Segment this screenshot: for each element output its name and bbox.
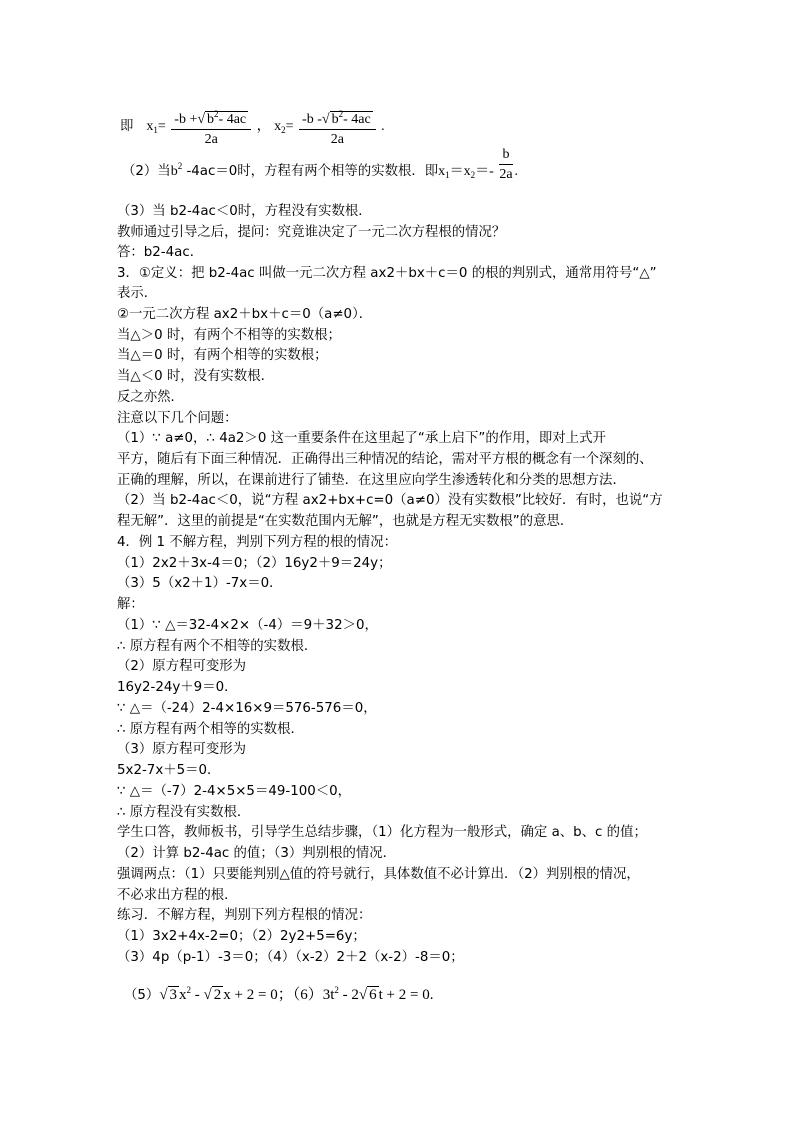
- text-line: 正确的理解，所以，在课前进行了铺垫．在这里应向学生渗透转化和分类的思想方法．: [117, 473, 626, 488]
- last-p5: （5）: [124, 988, 160, 1003]
- case2-denominator: 2a: [499, 166, 513, 182]
- text-line: （1）2x2＋3x-4＝0；（2）16y2＋9＝24y；: [117, 556, 392, 571]
- text-line: 3．①定义：把 b2-4ac 叫做一元二次方程 ax2＋bx＋c＝0 的根的判别式，通常用符号“△”: [117, 266, 657, 281]
- text-line: 反之亦然．: [117, 390, 184, 405]
- text-line: 平方，随后有下面三种情况．正确得出三种情况的结论，需对平方根的概念有一个深刻的、: [117, 452, 653, 467]
- sqrt-symbol: √: [321, 112, 330, 127]
- formula-end: .: [381, 119, 385, 135]
- text-line: （2）计算 b2-4ac 的值；（3）判别根的情况．: [117, 846, 397, 861]
- text-line: ②一元二次方程 ax2＋bx＋c＝0（a≠0）．: [117, 307, 373, 322]
- x1-eq: =: [157, 119, 166, 135]
- case2-end: .: [514, 164, 519, 179]
- text-line: 教师通过引导之后，提问：究竟谁决定了一元二次方程根的情况？: [117, 225, 506, 240]
- last-t5: t + 2 = 0.: [378, 987, 434, 1003]
- text-line: 程无解”．这里的前提是“在实数范围内无解”，也就是方程无实数根”的意思．: [117, 514, 574, 529]
- last-rad2: 2: [213, 987, 222, 1003]
- x1-radicand: b: [207, 112, 215, 127]
- text-line: 当△＞0 时，有两个不相等的实数根；: [117, 328, 341, 343]
- case2-x1-sub: 1: [445, 170, 450, 180]
- x1-radicand-exp: 2: [214, 109, 219, 119]
- x2-label: x: [274, 119, 282, 135]
- sqrt-symbol: √: [203, 987, 212, 1003]
- x2-sub: 2: [281, 125, 286, 136]
- sqrt-symbol: √: [197, 112, 206, 127]
- text-line: 强调两点：（1）只要能判别△值的符号就行，具体数值不必计算出．（2）判别根的情况，: [117, 867, 640, 882]
- case2-b: b: [170, 164, 178, 179]
- formula-separator: ，: [256, 119, 271, 135]
- text-line: 学生口答，教师板书，引导学生总结步骤，（1）化方程为一般形式，确定 a、b、c 的值；: [117, 825, 647, 840]
- case2-numerator: b: [499, 147, 512, 165]
- case2-mid: -4ac＝0时，方程有两个相等的实数根．即: [182, 164, 439, 179]
- case2-eq2: ＝-: [475, 164, 494, 179]
- text-line: 解：: [117, 597, 144, 612]
- text-line: ∴ 原方程没有实数根．: [117, 805, 251, 820]
- text-line: （3）当 b2-4ac＜0时，方程没有实数根．: [117, 204, 372, 219]
- x1-label: x: [146, 119, 154, 135]
- x2-radicand-tail: - 4ac: [343, 112, 371, 127]
- text-line: 当△＝0 时，有两个相等的实数根；: [117, 348, 328, 363]
- text-line: ∵ △＝（-24）2-4×16×9＝576-576＝0，: [117, 701, 377, 716]
- text-line: 答：b2-4ac．: [117, 245, 204, 260]
- text-line: 练习．不解方程，判别下列方程根的情况：: [117, 908, 372, 923]
- text-line: 16y2-24y＋9＝0．: [117, 680, 238, 695]
- text-line: （1）∵ a≠0，∴ 4a2＞0 这一重要条件在这里起了“承上启下”的作用，即对上式开: [117, 431, 606, 446]
- text-line: （3）4p（p-1）-3＝0；（4）（x-2）2＋2（x-2）-8＝0；: [117, 950, 464, 965]
- case2-x2-sub: 2: [470, 170, 476, 180]
- last-t3: x + 2 = 0；（6）3t: [223, 987, 335, 1003]
- text-line: 5x2-7x＋5＝0．: [117, 763, 221, 778]
- text-line: ∴ 原方程有两个相等的实数根．: [117, 722, 304, 737]
- root-formula-line: [120, 106, 385, 148]
- x1-fraction: [171, 106, 251, 148]
- case2-x1: x: [438, 164, 446, 179]
- text-line: （3）5（x2＋1）-7x＝0．: [117, 576, 283, 591]
- case2-x2: x: [463, 164, 471, 179]
- x2-radicand-exp: 2: [338, 109, 344, 119]
- text-line: ∴ 原方程有两个不相等的实数根．: [117, 639, 318, 654]
- last-t4: - 2: [338, 987, 359, 1003]
- text-line: 注意以下几个问题：: [117, 411, 238, 426]
- last-formula-line: [124, 982, 433, 1004]
- x1-radicand-tail: - 4ac: [218, 112, 247, 127]
- case2-fraction: [499, 147, 512, 183]
- last-t1: x: [179, 987, 187, 1003]
- text-line: 4．例 1 不解方程，判别下列方程的根的情况：: [117, 535, 397, 550]
- text-line: ∵ △＝（-7）2-4×5×5＝49-100＜0，: [117, 784, 352, 799]
- x2-fraction: [299, 106, 376, 148]
- sqrt-symbol: √: [159, 987, 168, 1003]
- x2-eq: =: [285, 119, 294, 135]
- last-t3-exp: 2: [334, 985, 339, 995]
- text-line: 当△＜0 时，没有实数根．: [117, 369, 274, 384]
- text-line: 表示．: [117, 286, 158, 301]
- text-line: （3）原方程可变形为: [117, 742, 247, 757]
- x2-numerator-text: -b -: [302, 112, 322, 127]
- formula-prefix: 即: [120, 119, 134, 135]
- text-line: （1）3x2+4x-2=0；（2）2y2+5=6y；: [117, 929, 366, 944]
- case2-prefix: （2）当: [122, 164, 171, 179]
- last-t2: -: [191, 987, 204, 1003]
- text-line: （1）∵ △＝32-4×2×（-4）＝9＋32＞0，: [117, 618, 378, 633]
- text-line: （2）当 b2-4ac＜0，说“方程 ax2+bx+c=0（a≠0）没有实数根”比较好．有时，也说“方: [117, 493, 663, 508]
- case2-b-exp: 2: [177, 161, 183, 171]
- text-line: 不必求出方程的根．: [117, 888, 238, 903]
- x1-denominator: 2a: [204, 132, 218, 147]
- last-t1-exp: 2: [186, 985, 192, 995]
- case2-eq1: ＝: [449, 164, 464, 179]
- x1-sub: 1: [153, 125, 158, 136]
- sqrt-symbol: √: [358, 987, 368, 1003]
- last-rad1: 3: [169, 987, 178, 1003]
- case2-line: [122, 146, 519, 183]
- x1-numerator-text: -b +: [174, 112, 198, 127]
- x2-denominator: 2a: [330, 132, 344, 147]
- x2-radicand: b: [331, 112, 339, 127]
- last-rad3: 6: [369, 987, 377, 1003]
- text-line: （2）原方程可变形为: [117, 659, 247, 674]
